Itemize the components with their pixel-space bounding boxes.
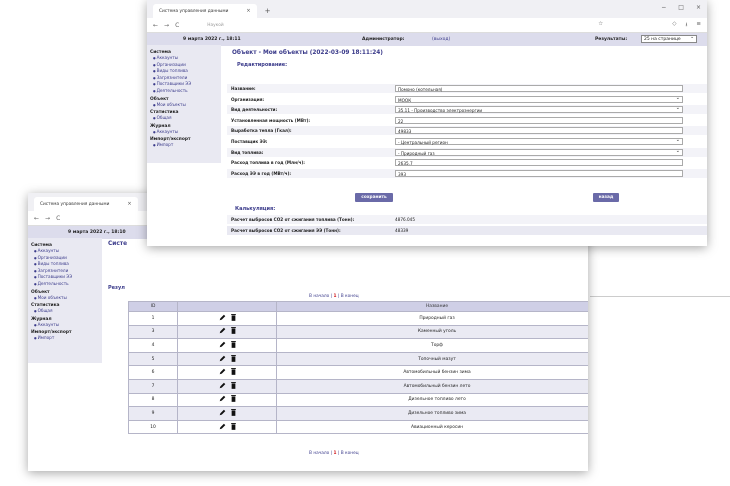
table-row: [129, 325, 589, 339]
sidebar-item-label: Общая: [37, 308, 53, 314]
row-actions: [178, 393, 277, 407]
tab-title: Система управления данными: [40, 201, 110, 207]
calc-heading: Калькуляция:: [235, 206, 276, 212]
bullet-icon: ●: [34, 268, 38, 273]
table-row: [129, 379, 589, 393]
field-select[interactable]: 35.11 - Производство электроэнергии ⌄: [395, 106, 683, 113]
delete-trash-icon[interactable]: [231, 395, 236, 404]
bullet-icon: ●: [153, 116, 157, 121]
sidebar-item-label: Мои объекты: [156, 101, 186, 107]
sidebar-section-title: Импорт/экспорт: [150, 137, 191, 143]
row-name: Автомобильный бензин лето: [277, 379, 589, 393]
edit-pencil-icon[interactable]: [219, 409, 226, 418]
field-input[interactable]: Помоно (котельная): [395, 85, 683, 92]
edit-pencil-icon[interactable]: [219, 355, 226, 364]
table-row: [129, 393, 589, 407]
forward-arrow-icon[interactable]: →: [164, 21, 170, 29]
pager-first-link[interactable]: В начало: [309, 451, 330, 456]
sidebar-item-label: Аккаунты: [156, 128, 179, 134]
sidebar-section-title: Объект: [31, 289, 50, 295]
calc-value: 4876.045: [395, 217, 415, 222]
field-input[interactable]: 49833: [395, 127, 683, 134]
sidebar-section-title: Журнал: [150, 123, 171, 129]
bullet-icon: ●: [153, 129, 157, 134]
delete-trash-icon[interactable]: [231, 355, 236, 364]
bullet-icon: ●: [153, 62, 157, 67]
pager-bottom: В начало | 1 | В конец: [309, 451, 359, 456]
admin-label: Администратор:: [362, 37, 405, 42]
form-row: [227, 169, 707, 178]
delete-trash-icon[interactable]: [231, 368, 236, 377]
calc-row: [227, 226, 707, 235]
sidebar-section-title: Журнал: [31, 316, 52, 322]
sidebar-item-label: Организации: [156, 61, 186, 67]
sidebar-item[interactable]: [150, 129, 221, 136]
sidebar-section-title: Система: [31, 243, 52, 248]
row-actions: [178, 420, 277, 434]
bullet-icon: ●: [153, 88, 157, 93]
row-name: Дизельное топливо лето: [277, 393, 589, 407]
form-row: [227, 148, 707, 157]
edit-pencil-icon[interactable]: [219, 341, 226, 350]
sidebar-item[interactable]: [31, 261, 102, 268]
field-label: Выработка тепла (Гкал):: [231, 128, 292, 134]
bullet-icon: ●: [153, 56, 157, 60]
row-actions: [178, 407, 277, 421]
new-tab-icon[interactable]: +: [264, 7, 271, 15]
sidebar-item-label: Импорт: [37, 335, 55, 341]
sidebar-item[interactable]: [150, 68, 221, 75]
row-name: Дизельное топливо зима: [277, 407, 589, 421]
sidebar-item-label: Виды топлива: [156, 68, 188, 74]
bullet-icon: ●: [153, 69, 157, 74]
table-row: [129, 312, 589, 326]
calc-row: [227, 215, 707, 224]
sidebar-item-label: Загрязнители: [37, 267, 69, 273]
sidebar: [147, 45, 221, 163]
sidebar-item[interactable]: [150, 88, 221, 95]
row-name: Топочный мазут: [277, 352, 589, 366]
row-id: 10: [129, 420, 178, 434]
results-per-page-select[interactable]: 25 на странице ⌄: [641, 35, 697, 43]
field-label: Установленная мощность (МВт):: [231, 117, 311, 123]
tab-title: Система управления данными: [159, 8, 229, 14]
delete-trash-icon[interactable]: [231, 409, 236, 418]
maximize-icon[interactable]: □: [678, 4, 684, 11]
close-tab-icon[interactable]: ×: [127, 201, 132, 207]
table-row: [129, 352, 589, 366]
sidebar-section-title: Импорт/экспорт: [31, 330, 72, 336]
field-label: Расход ЭЭ в год (МВт/ч):: [231, 170, 292, 176]
reload-icon[interactable]: C: [56, 214, 61, 222]
sidebar-item[interactable]: [31, 255, 102, 262]
browser-tab[interactable]: [153, 4, 257, 18]
sidebar-item-label: Мои объекты: [37, 294, 67, 300]
browser-toolbar: [598, 21, 701, 30]
nav-bar: [147, 18, 707, 33]
window-controls: [661, 4, 701, 11]
row-actions: [178, 366, 277, 380]
row-id: 3: [129, 325, 178, 339]
sidebar-item-label: Деятельность: [156, 87, 188, 93]
forward-arrow-icon[interactable]: →: [45, 214, 51, 222]
row-name: Торф: [277, 339, 589, 353]
field-label: Вид топлива:: [231, 149, 264, 155]
row-id: 5: [129, 352, 178, 366]
sidebar-item[interactable]: [31, 281, 102, 288]
logout-link[interactable]: (выход): [432, 37, 451, 42]
sidebar-item[interactable]: [31, 268, 102, 275]
sidebar-item-label: Общая: [156, 115, 172, 121]
sidebar-item-label: Поставщики ЭЭ: [156, 81, 192, 87]
field-input[interactable]: 22: [395, 117, 683, 124]
page-title: Объект - Мои объекты (2022-03-09 18:11:24): [232, 50, 383, 56]
minimize-icon[interactable]: −: [661, 4, 667, 11]
sidebar-item[interactable]: [31, 295, 102, 302]
chevron-down-icon: ⌄: [690, 35, 694, 40]
tab-strip: [147, 0, 707, 18]
sidebar-section-title: Статистика: [150, 110, 179, 116]
bullet-icon: ●: [34, 281, 38, 286]
sidebar-item-label: Импорт: [156, 142, 174, 148]
close-tab-icon[interactable]: ×: [246, 8, 251, 14]
results-label: Результаты:: [595, 37, 628, 42]
bullet-icon: ●: [153, 75, 157, 80]
table-row: [129, 366, 589, 380]
table-row: [129, 339, 589, 353]
sidebar-item-label: Аккаунты: [37, 321, 60, 327]
field-label: Вид деятельности:: [231, 107, 278, 113]
row-name: Автомобильный бензин зима: [277, 366, 589, 380]
delete-trash-icon[interactable]: [231, 382, 236, 391]
sidebar-item-label: Аккаунты: [37, 248, 60, 253]
row-name: Авиационный керосин: [277, 420, 589, 434]
form-row: [227, 126, 707, 135]
field-label: Поставщик ЭЭ:: [231, 139, 268, 144]
header-datetime: 9 марта 2022 г., 18:10: [68, 230, 126, 235]
row-actions: [178, 352, 277, 366]
row-id: 8: [129, 393, 178, 407]
bullet-icon: ●: [153, 102, 157, 107]
delete-trash-icon[interactable]: [231, 423, 236, 432]
back-arrow-icon[interactable]: ←: [34, 214, 40, 222]
edit-pencil-icon[interactable]: [219, 382, 226, 391]
sidebar-item[interactable]: [31, 274, 102, 281]
column-header-actions: [178, 302, 277, 312]
sidebar-item[interactable]: [31, 322, 102, 329]
form-row: [227, 84, 707, 93]
row-id: 1: [129, 312, 178, 326]
header-datetime: 9 марта 2022 г., 18:11: [183, 37, 241, 42]
field-input[interactable]: 393: [395, 170, 683, 177]
row-actions: [178, 339, 277, 353]
row-name: Каменный уголь: [277, 325, 589, 339]
sidebar-section-title: Система: [150, 50, 171, 55]
reload-icon[interactable]: C: [175, 21, 180, 29]
calc-value: 48339: [395, 227, 409, 233]
table-row: [129, 420, 589, 434]
menu-icon[interactable]: ≡: [696, 21, 701, 27]
sidebar-section-title: Статистика: [31, 303, 60, 309]
sidebar-item-label: Виды топлива: [37, 261, 69, 267]
app-header: [147, 33, 707, 46]
bullet-icon: ●: [153, 143, 157, 148]
sidebar-item[interactable]: [150, 142, 221, 149]
row-actions: [178, 379, 277, 393]
form-row: [227, 105, 707, 114]
sidebar-item[interactable]: [150, 81, 221, 88]
browser-tab[interactable]: [34, 197, 138, 211]
bullet-icon: ●: [34, 336, 38, 341]
calc-label: Расчет выбросов CO2 от сжигания топлива (Тонн):: [231, 217, 355, 222]
field-label: Название:: [231, 86, 256, 91]
form-row: [227, 158, 707, 167]
column-header-id[interactable]: ID: [129, 302, 178, 312]
front-browser-window: [147, 0, 707, 246]
row-actions: [178, 325, 277, 339]
edit-pencil-icon[interactable]: [219, 423, 226, 432]
row-id: 6: [129, 366, 178, 380]
bullet-icon: ●: [34, 309, 38, 314]
sidebar-item-label: Поставщики ЭЭ: [37, 274, 73, 280]
bullet-icon: ●: [34, 275, 38, 280]
close-window-icon[interactable]: ×: [695, 4, 701, 11]
sidebar-item[interactable]: [150, 55, 221, 62]
bullet-icon: ●: [34, 322, 38, 327]
divider-line: [590, 296, 730, 297]
sidebar-item[interactable]: [150, 75, 221, 82]
sidebar-item[interactable]: [31, 248, 102, 255]
row-id: 9: [129, 407, 178, 421]
sidebar-item[interactable]: [150, 115, 221, 122]
results-heading: Резул: [108, 285, 125, 291]
sidebar-item[interactable]: [150, 102, 221, 109]
pager-last-link[interactable]: В конец: [340, 451, 359, 456]
url-field[interactable]: Наукой: [207, 22, 224, 28]
calc-label: Расчет выбросов CO2 от сжигания ЭЭ (Тонн):: [231, 227, 341, 233]
sidebar-item-label: Аккаунты: [156, 55, 179, 60]
sidebar-item-label: Организации: [37, 254, 67, 260]
bullet-icon: ●: [34, 295, 38, 300]
bullet-icon: ●: [34, 262, 38, 267]
field-input[interactable]: 2635.7: [395, 159, 683, 166]
column-header-name[interactable]: Название: [277, 302, 589, 312]
delete-trash-icon[interactable]: [231, 341, 236, 350]
field-select[interactable]: - Центральный регион ⌄: [395, 138, 683, 145]
pager-last-link[interactable]: В конец: [340, 294, 359, 299]
field-label: Организация:: [231, 96, 265, 102]
bullet-icon: ●: [34, 255, 38, 260]
field-select[interactable]: МООК ⌄: [395, 96, 683, 103]
pager-current-page[interactable]: 1: [333, 294, 337, 299]
pager-top: В начало | 1 | В конец: [309, 294, 359, 299]
pager-current-page[interactable]: 1: [333, 451, 337, 456]
row-actions: [178, 312, 277, 326]
back-arrow-icon[interactable]: ←: [153, 21, 159, 29]
table-row: [129, 407, 589, 421]
edit-heading: Редактирование:: [237, 62, 288, 68]
sidebar-item-label: Загрязнители: [156, 74, 188, 80]
delete-trash-icon[interactable]: [231, 327, 236, 336]
row-id: 4: [129, 339, 178, 353]
delete-trash-icon[interactable]: [231, 314, 236, 323]
fuel-table: [128, 301, 588, 434]
field-select[interactable]: - Природный газ ⌄: [395, 149, 683, 156]
form-row: [227, 137, 707, 146]
save-button[interactable]: сохранить: [355, 193, 393, 202]
edit-pencil-icon[interactable]: [219, 327, 226, 336]
row-name: Природный газ: [277, 312, 589, 326]
sidebar-item[interactable]: [150, 62, 221, 69]
sidebar-section-title: Объект: [150, 96, 169, 102]
bullet-icon: ●: [34, 249, 38, 253]
sidebar: [28, 238, 102, 363]
sidebar-item[interactable]: [31, 335, 102, 342]
bullet-icon: ●: [153, 82, 157, 87]
edit-pencil-icon[interactable]: [219, 368, 226, 377]
sidebar-item-label: Деятельность: [37, 280, 69, 286]
pager-first-link[interactable]: В начало: [309, 294, 330, 299]
edit-pencil-icon[interactable]: [219, 314, 226, 323]
download-icon[interactable]: ⭳: [685, 22, 688, 28]
form-row: [227, 116, 707, 125]
row-id: 7: [129, 379, 178, 393]
edit-pencil-icon[interactable]: [219, 395, 226, 404]
sidebar-item[interactable]: [31, 308, 102, 315]
form-row: [227, 95, 707, 104]
page-title: Систе: [108, 241, 128, 247]
shield-icon[interactable]: ◇: [672, 21, 677, 27]
back-button[interactable]: назад: [593, 193, 619, 202]
bookmark-star-icon[interactable]: ☆: [598, 21, 604, 27]
field-label: Расход топлива в год (Млн/ч):: [231, 160, 305, 166]
